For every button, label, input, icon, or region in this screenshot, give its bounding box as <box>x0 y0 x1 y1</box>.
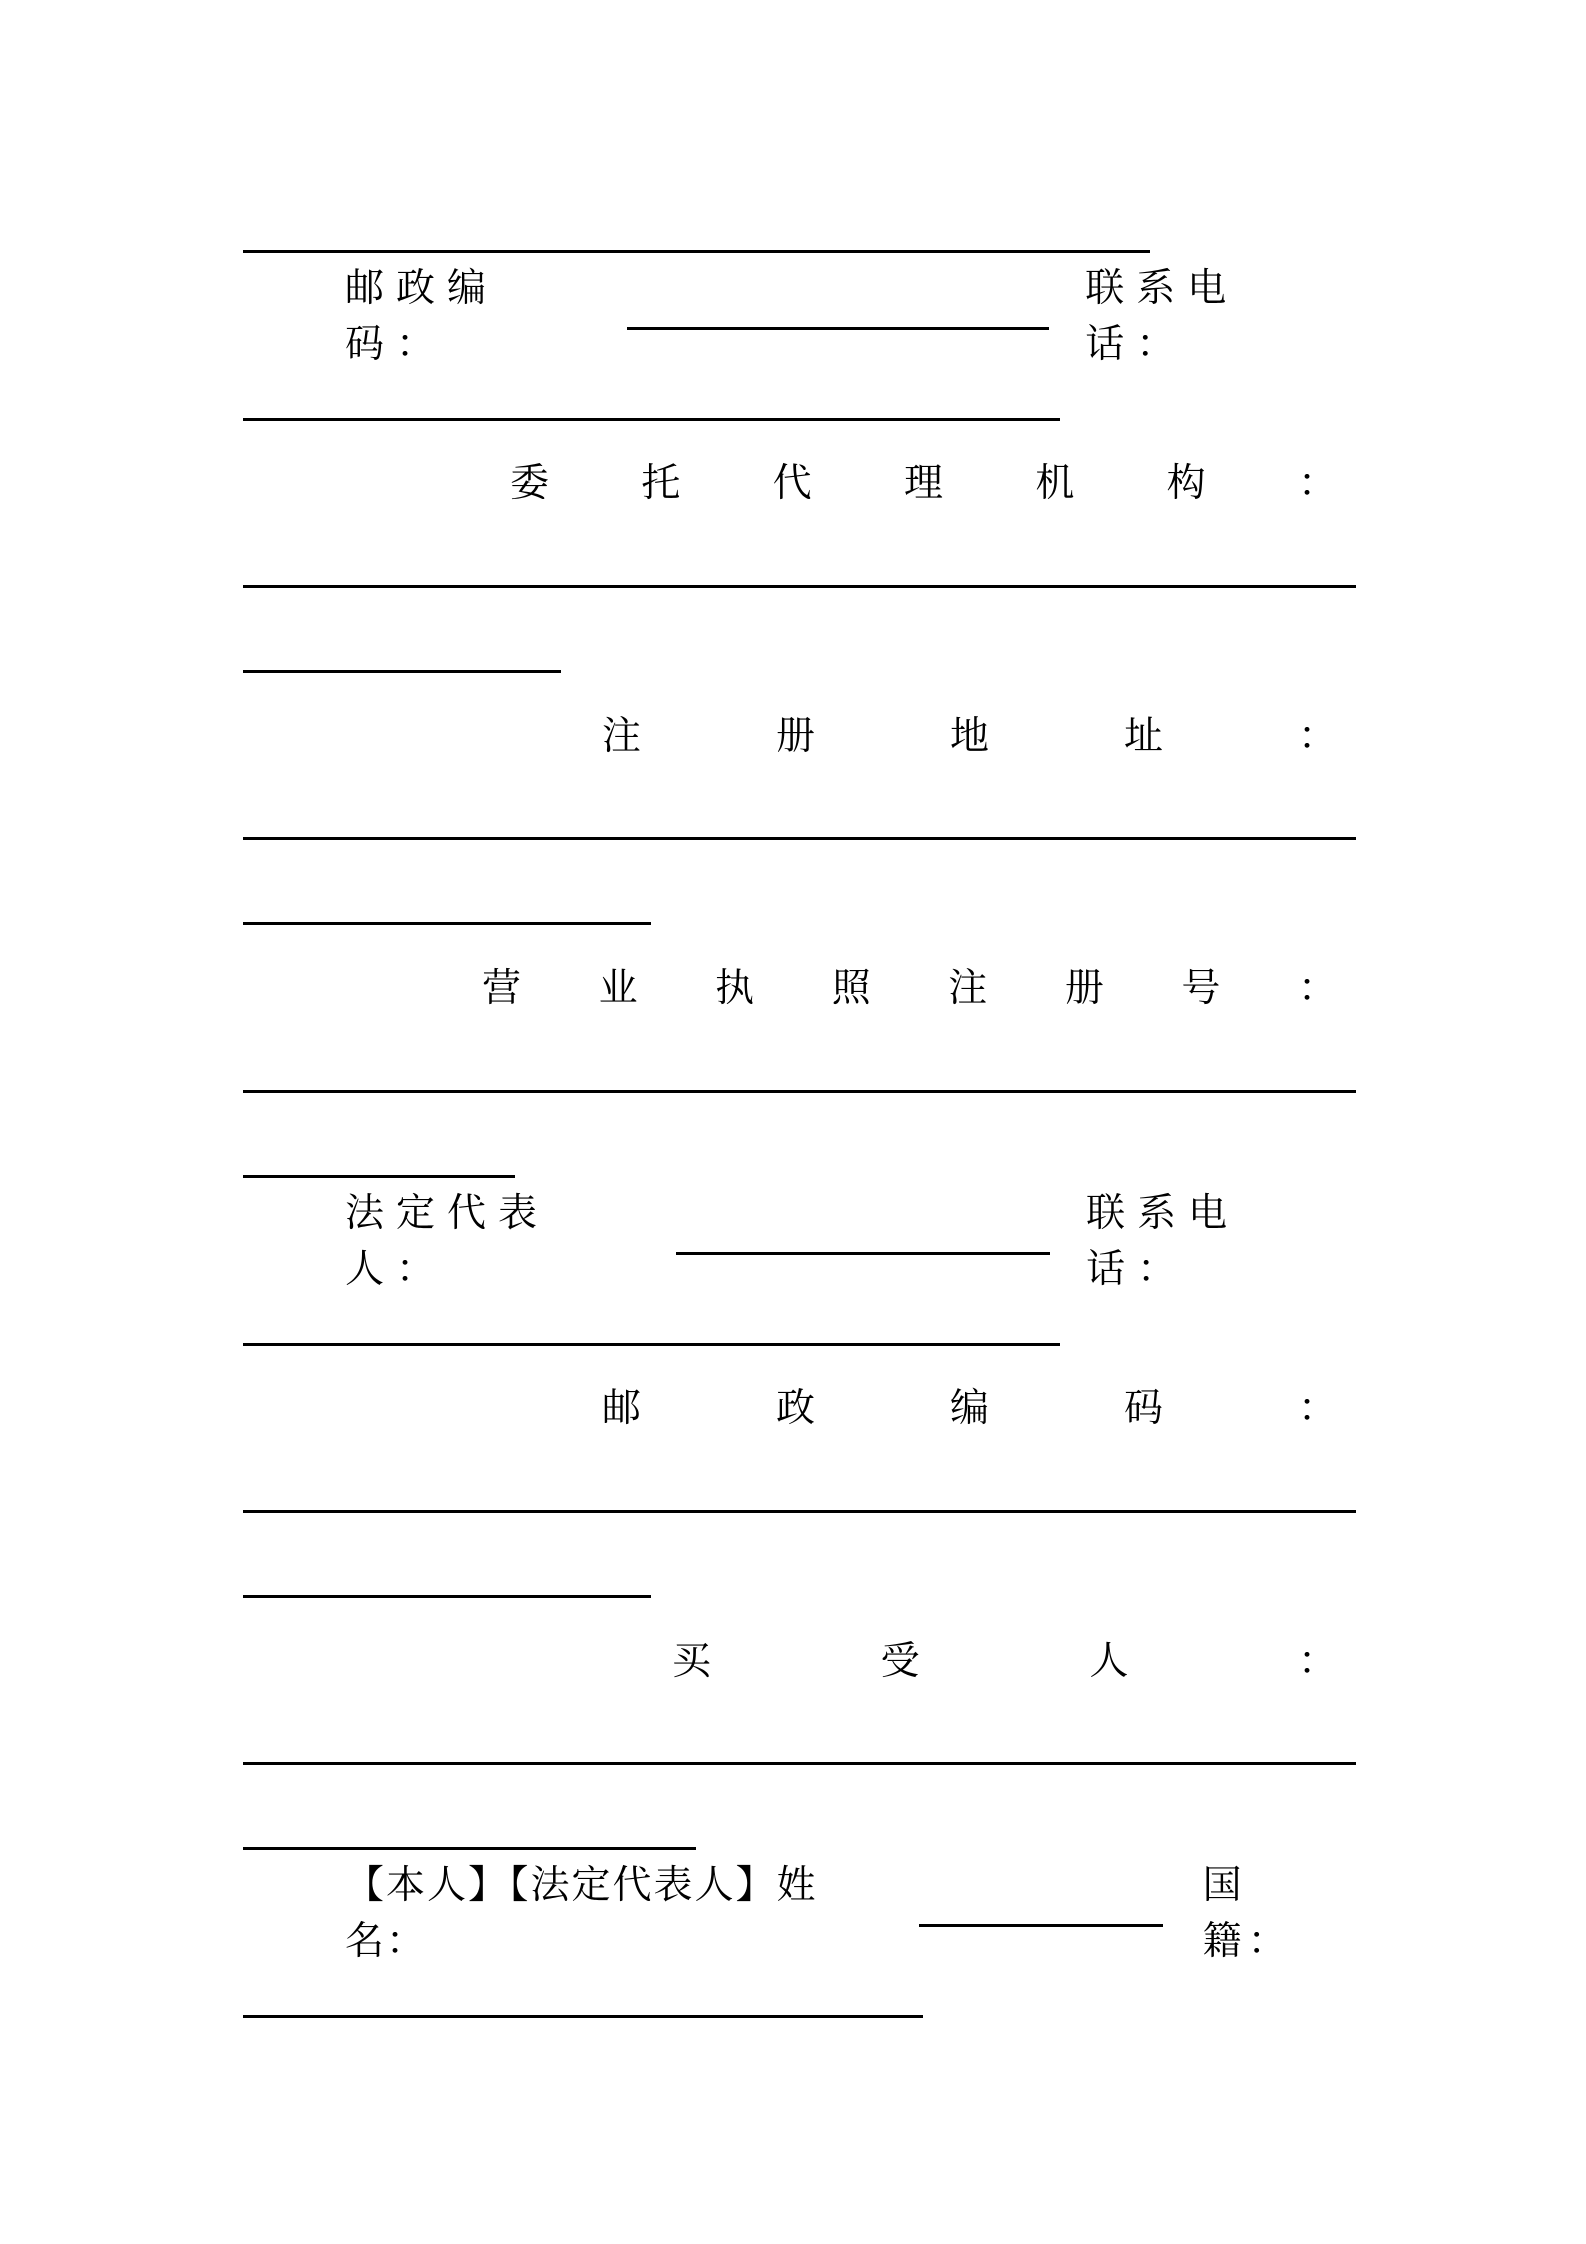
name-field[interactable] <box>919 1894 1163 1927</box>
agency-line <box>510 450 1337 510</box>
license-number-label: 营 业 执 照 注 册 号 ： <box>482 966 1337 1011</box>
license-number-line <box>482 955 1337 1015</box>
nationality-label: 国籍： <box>1202 1863 1293 1964</box>
blank-line <box>243 837 1356 840</box>
registered-address-label: 注 册 地 址 ： <box>602 714 1337 759</box>
blank-line <box>243 1847 696 1850</box>
assignee-label: 买 受 人 ： <box>672 1639 1337 1684</box>
legal-rep-line <box>345 1191 1337 1292</box>
blank-line <box>243 1762 1356 1765</box>
blank-line <box>243 1175 515 1178</box>
blank-line <box>243 1090 1356 1093</box>
postal-code-label: 邮政编码： <box>345 266 499 367</box>
postal-phone-line <box>345 266 1337 367</box>
registered-address-line <box>602 703 1337 763</box>
blank-line <box>243 418 1060 421</box>
blank-line <box>243 1595 651 1598</box>
blank-line <box>243 2015 923 2018</box>
blank-line <box>243 250 1150 253</box>
postal-code-spread-label: 邮 政 编 码 ： <box>602 1386 1337 1431</box>
blank-line <box>243 1343 1060 1346</box>
blank-line <box>243 1510 1356 1513</box>
legal-rep-phone-label: 联系电话： <box>1086 1191 1240 1292</box>
name-nationality-line <box>345 1863 1337 1964</box>
blank-line <box>243 585 1356 588</box>
name-label: 【本人】【法定代表人】姓名： <box>345 1863 818 1964</box>
blank-line <box>243 922 651 925</box>
postal-code-line <box>602 1375 1337 1435</box>
postal-code-field[interactable] <box>627 297 1050 330</box>
assignee-line <box>672 1628 1337 1688</box>
phone-label: 联系电话： <box>1085 266 1239 367</box>
legal-rep-label: 法定代表人： <box>345 1191 550 1292</box>
legal-rep-field[interactable] <box>676 1222 1050 1255</box>
agency-label: 委 托 代 理 机 构 ： <box>510 461 1337 506</box>
blank-line <box>243 670 561 673</box>
